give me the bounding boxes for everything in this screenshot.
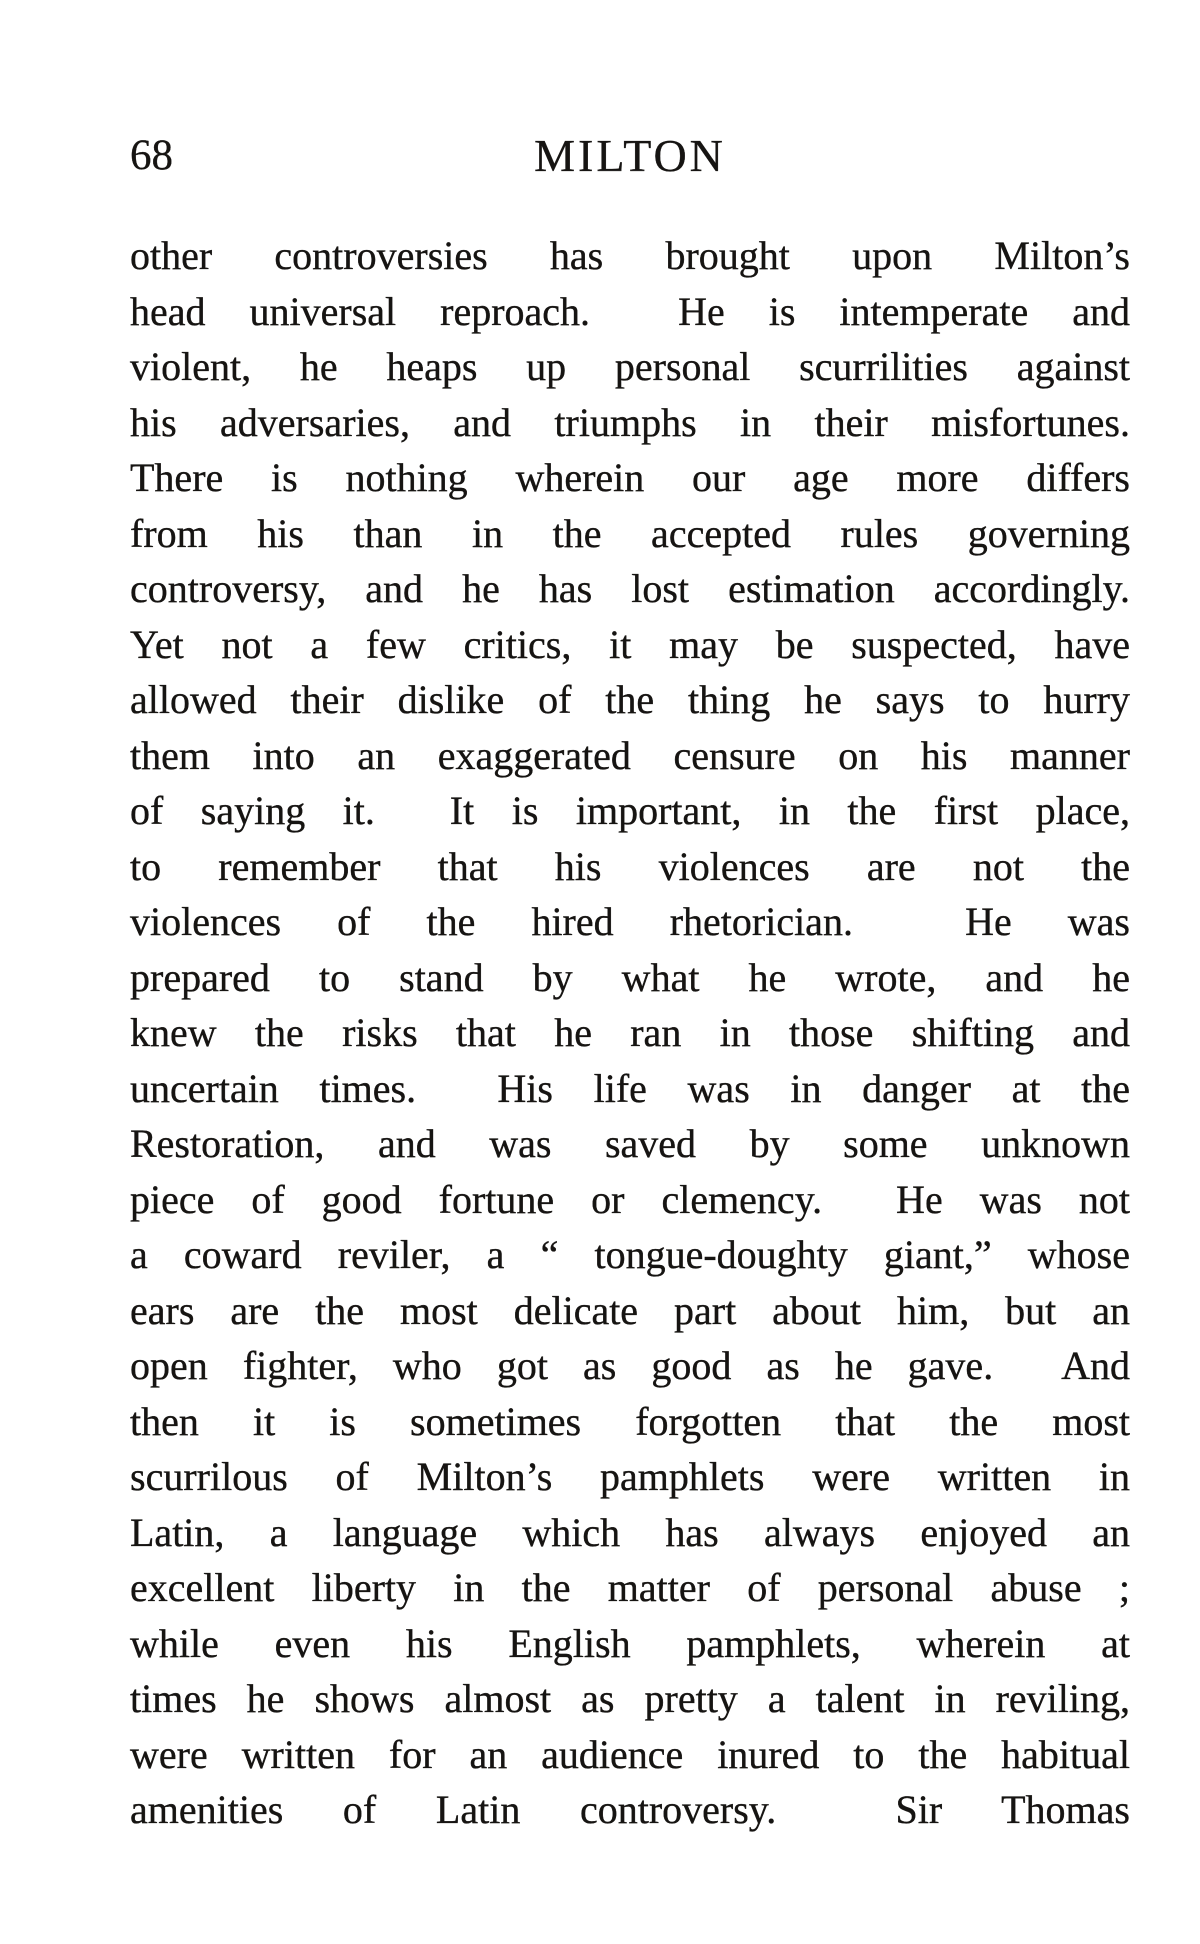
- text-line: ears are the most delicate part about him, but an: [130, 1287, 1130, 1333]
- text-line: piece of good fortune or clemency. He was not: [130, 1176, 1130, 1222]
- text-line: open fighter, who got as good as he gave. And: [130, 1343, 1130, 1388]
- text-line: other controversies has brought upon Milton’s: [130, 233, 1130, 278]
- text-line: knew the risks that he ran in those shifting and: [130, 1010, 1130, 1055]
- text-line: them into an exaggerated censure on his manner: [130, 732, 1130, 778]
- text-line: amenities of Latin controversy. Sir Thomas: [130, 1787, 1130, 1832]
- text-line: of saying it. It is important, in the first place,: [130, 788, 1130, 833]
- text-line: scurrilous of Milton’s pamphlets were written in: [130, 1454, 1130, 1499]
- text-line: allowed their dislike of the thing he says to hurry: [130, 677, 1130, 722]
- body-text-block: [130, 228, 1130, 1838]
- text-line: to remember that his violences are not the: [130, 843, 1130, 889]
- text-line: Restoration, and was saved by some unknown: [130, 1121, 1130, 1166]
- text-line: his adversaries, and triumphs in their misfortunes.: [130, 399, 1130, 445]
- text-line: Latin, a language which has always enjoyed an: [130, 1509, 1130, 1555]
- page-header: [130, 130, 1130, 181]
- text-line: while even his English pamphlets, wherein at: [130, 1620, 1130, 1666]
- text-line: times he shows almost as pretty a talent in reviling,: [130, 1676, 1130, 1721]
- text-line: violent, he heaps up personal scurrilities against: [130, 344, 1130, 389]
- page-number: 68: [130, 132, 173, 179]
- text-line: then it is sometimes forgotten that the most: [130, 1398, 1130, 1444]
- text-line: Yet not a few critics, it may be suspected, have: [130, 621, 1130, 667]
- running-head-title: MILTON: [534, 130, 726, 181]
- text-line: from his than in the accepted rules governing: [130, 510, 1130, 556]
- text-line: violences of the hired rhetorician. He was: [130, 899, 1130, 944]
- text-line: uncertain times. His life was in danger at the: [130, 1065, 1130, 1111]
- text-line: a coward reviler, a “ tongue-doughty giant,” whose: [130, 1232, 1130, 1277]
- text-line: controversy, and he has lost estimation accordingly.: [130, 566, 1130, 611]
- text-line: There is nothing wherein our age more differs: [130, 455, 1130, 500]
- text-line: head universal reproach. He is intemperate and: [130, 288, 1130, 334]
- text-line: prepared to stand by what he wrote, and he: [130, 954, 1130, 1000]
- text-line: were written for an audience inured to the habitual: [130, 1731, 1130, 1777]
- text-line: excellent liberty in the matter of personal abuse ;: [130, 1565, 1130, 1610]
